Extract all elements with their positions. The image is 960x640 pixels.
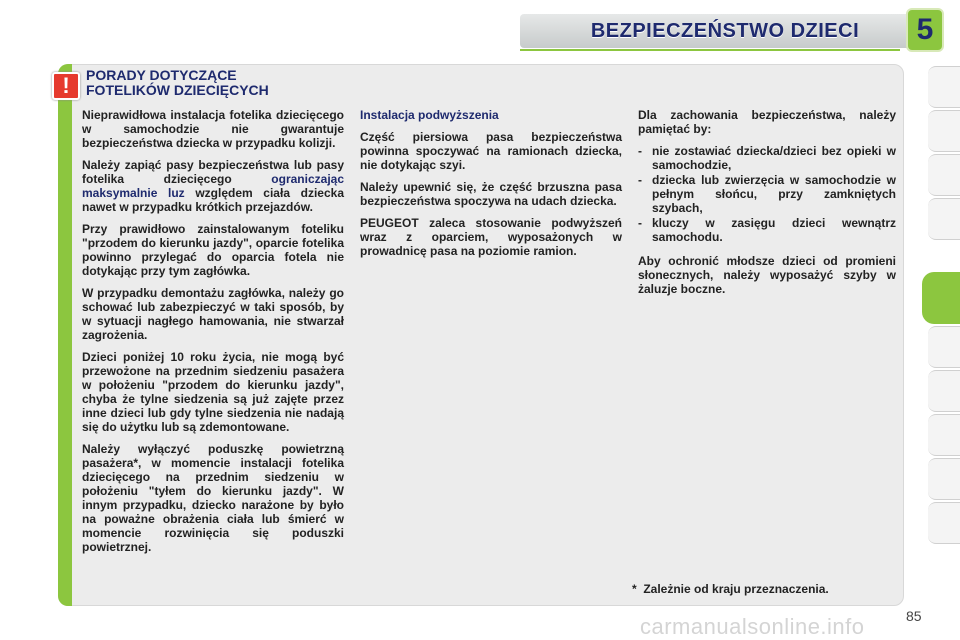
paragraph: PEUGEOT zaleca stosowanie podwyższeń wraz z oparciem, wyposażonych w prowadnicę pasa na poziomie ramion. (360, 216, 622, 258)
chapter-tab[interactable] (928, 110, 960, 152)
column-middle (360, 108, 622, 266)
list-item: - kluczy w zasięgu dzieci wewnątrz samochodu. (638, 216, 896, 244)
footnote-mark: * (632, 582, 637, 596)
paragraph: Aby ochronić młodsze dzieci od promieni słonecznych, należy wyposażyć szyby w żaluzje boczne. (638, 254, 896, 296)
list-item: - nie zostawiać dziecka/dzieci bez opieki w samochodzie, (638, 144, 896, 172)
chapter-tab-active[interactable] (922, 272, 960, 324)
panel-accent-stripe (58, 64, 72, 606)
list-item: - dziecka lub zwierzęcia w samochodzie w pełnym słońcu, przy zamkniętych szybach, (638, 173, 896, 215)
footnote-text: Zależnie od kraju przeznaczenia. (643, 582, 829, 596)
page-number: 85 (906, 608, 922, 624)
paragraph: Dzieci poniżej 10 roku życia, nie mogą być przewożone na przednim siedzeniu pasażera w położeniu "przodem do kierunku jazdy", chyba że tylne siedzenia są już zajęte przez inne dzieci lub gdy tylne siedzenia nie nadają się do użytku lub są zdemontowane. (82, 350, 344, 434)
chapter-tab[interactable] (928, 458, 960, 500)
text-run: względem ciała dziecka nawet w przypadku krótkich przejazdów. (82, 186, 344, 214)
chapter-tab[interactable] (928, 198, 960, 240)
panel-title (86, 68, 386, 98)
chapter-tab[interactable] (928, 66, 960, 108)
chapter-number: 5 (916, 13, 934, 46)
paragraph: Należy upewnić się, że część brzuszna pasa bezpieczeństwa spoczywa na udach dziecka. (360, 180, 622, 208)
panel-title-line1: PORADY DOTYCZĄCE (86, 67, 237, 83)
paragraph: W przypadku demontażu zagłówka, należy go schować lub zabezpieczyć w taki sposób, by w sytuacji nagłego hamowania, nie stwarzał zagrożenia. (82, 286, 344, 342)
warning-symbol: ! (62, 73, 70, 98)
chapter-tab[interactable] (928, 154, 960, 196)
header-underline (520, 49, 900, 51)
chapter-tab[interactable] (928, 414, 960, 456)
section-heading: Instalacja podwyższenia (360, 108, 499, 122)
paragraph: Dla zachowania bezpieczeństwa, należy pamiętać by: (638, 108, 896, 136)
footnote (632, 582, 829, 596)
paragraph: Nieprawidłowa instalacja fotelika dziecięcego w samochodzie nie gwarantuje bezpieczeństwa dziecka w przypadku kolizji. (82, 108, 344, 150)
paragraph: Przy prawidłowo zainstalowanym foteliku "przodem do kierunku jazdy", oparcie fotelika powinno przylegać do oparcia fotela nie dotykając przy tym zagłówka. (82, 222, 344, 278)
paragraph (82, 158, 344, 214)
column-right (638, 108, 896, 304)
text-run: Należy zapiąć pasy bezpieczeństwa lub pasy fotelika dziecięcego (82, 158, 344, 186)
column-left (82, 108, 344, 562)
safety-list (638, 144, 896, 244)
paragraph: Należy wyłączyć poduszkę powietrzną pasażera*, w momencie instalacji fotelika dziecięcego na przednim siedzeniu w położeniu "tyłem do kierunku jazdy". W innym przypadku, dziecko narażone by było na poważne obrażenia ciała lub śmierć w momencie rozwinięcia się poduszki powietrznej. (82, 442, 344, 554)
page-title: BEZPIECZEŃSTWO DZIECI (590, 20, 860, 42)
paragraph: Część piersiowa pasa bezpieczeństwa powinna spoczywać na ramionach dziecka, nie dotykając szyi. (360, 130, 622, 172)
chapter-tab[interactable] (928, 370, 960, 412)
panel-title-line2: FOTELIKÓW DZIECIĘCYCH (86, 82, 269, 98)
chapter-tab[interactable] (928, 502, 960, 544)
chapter-tab[interactable] (928, 326, 960, 368)
emphasis-text: ograniczając maksymalnie luz (82, 172, 344, 200)
watermark-text: carmanualsonline.info (640, 614, 865, 639)
